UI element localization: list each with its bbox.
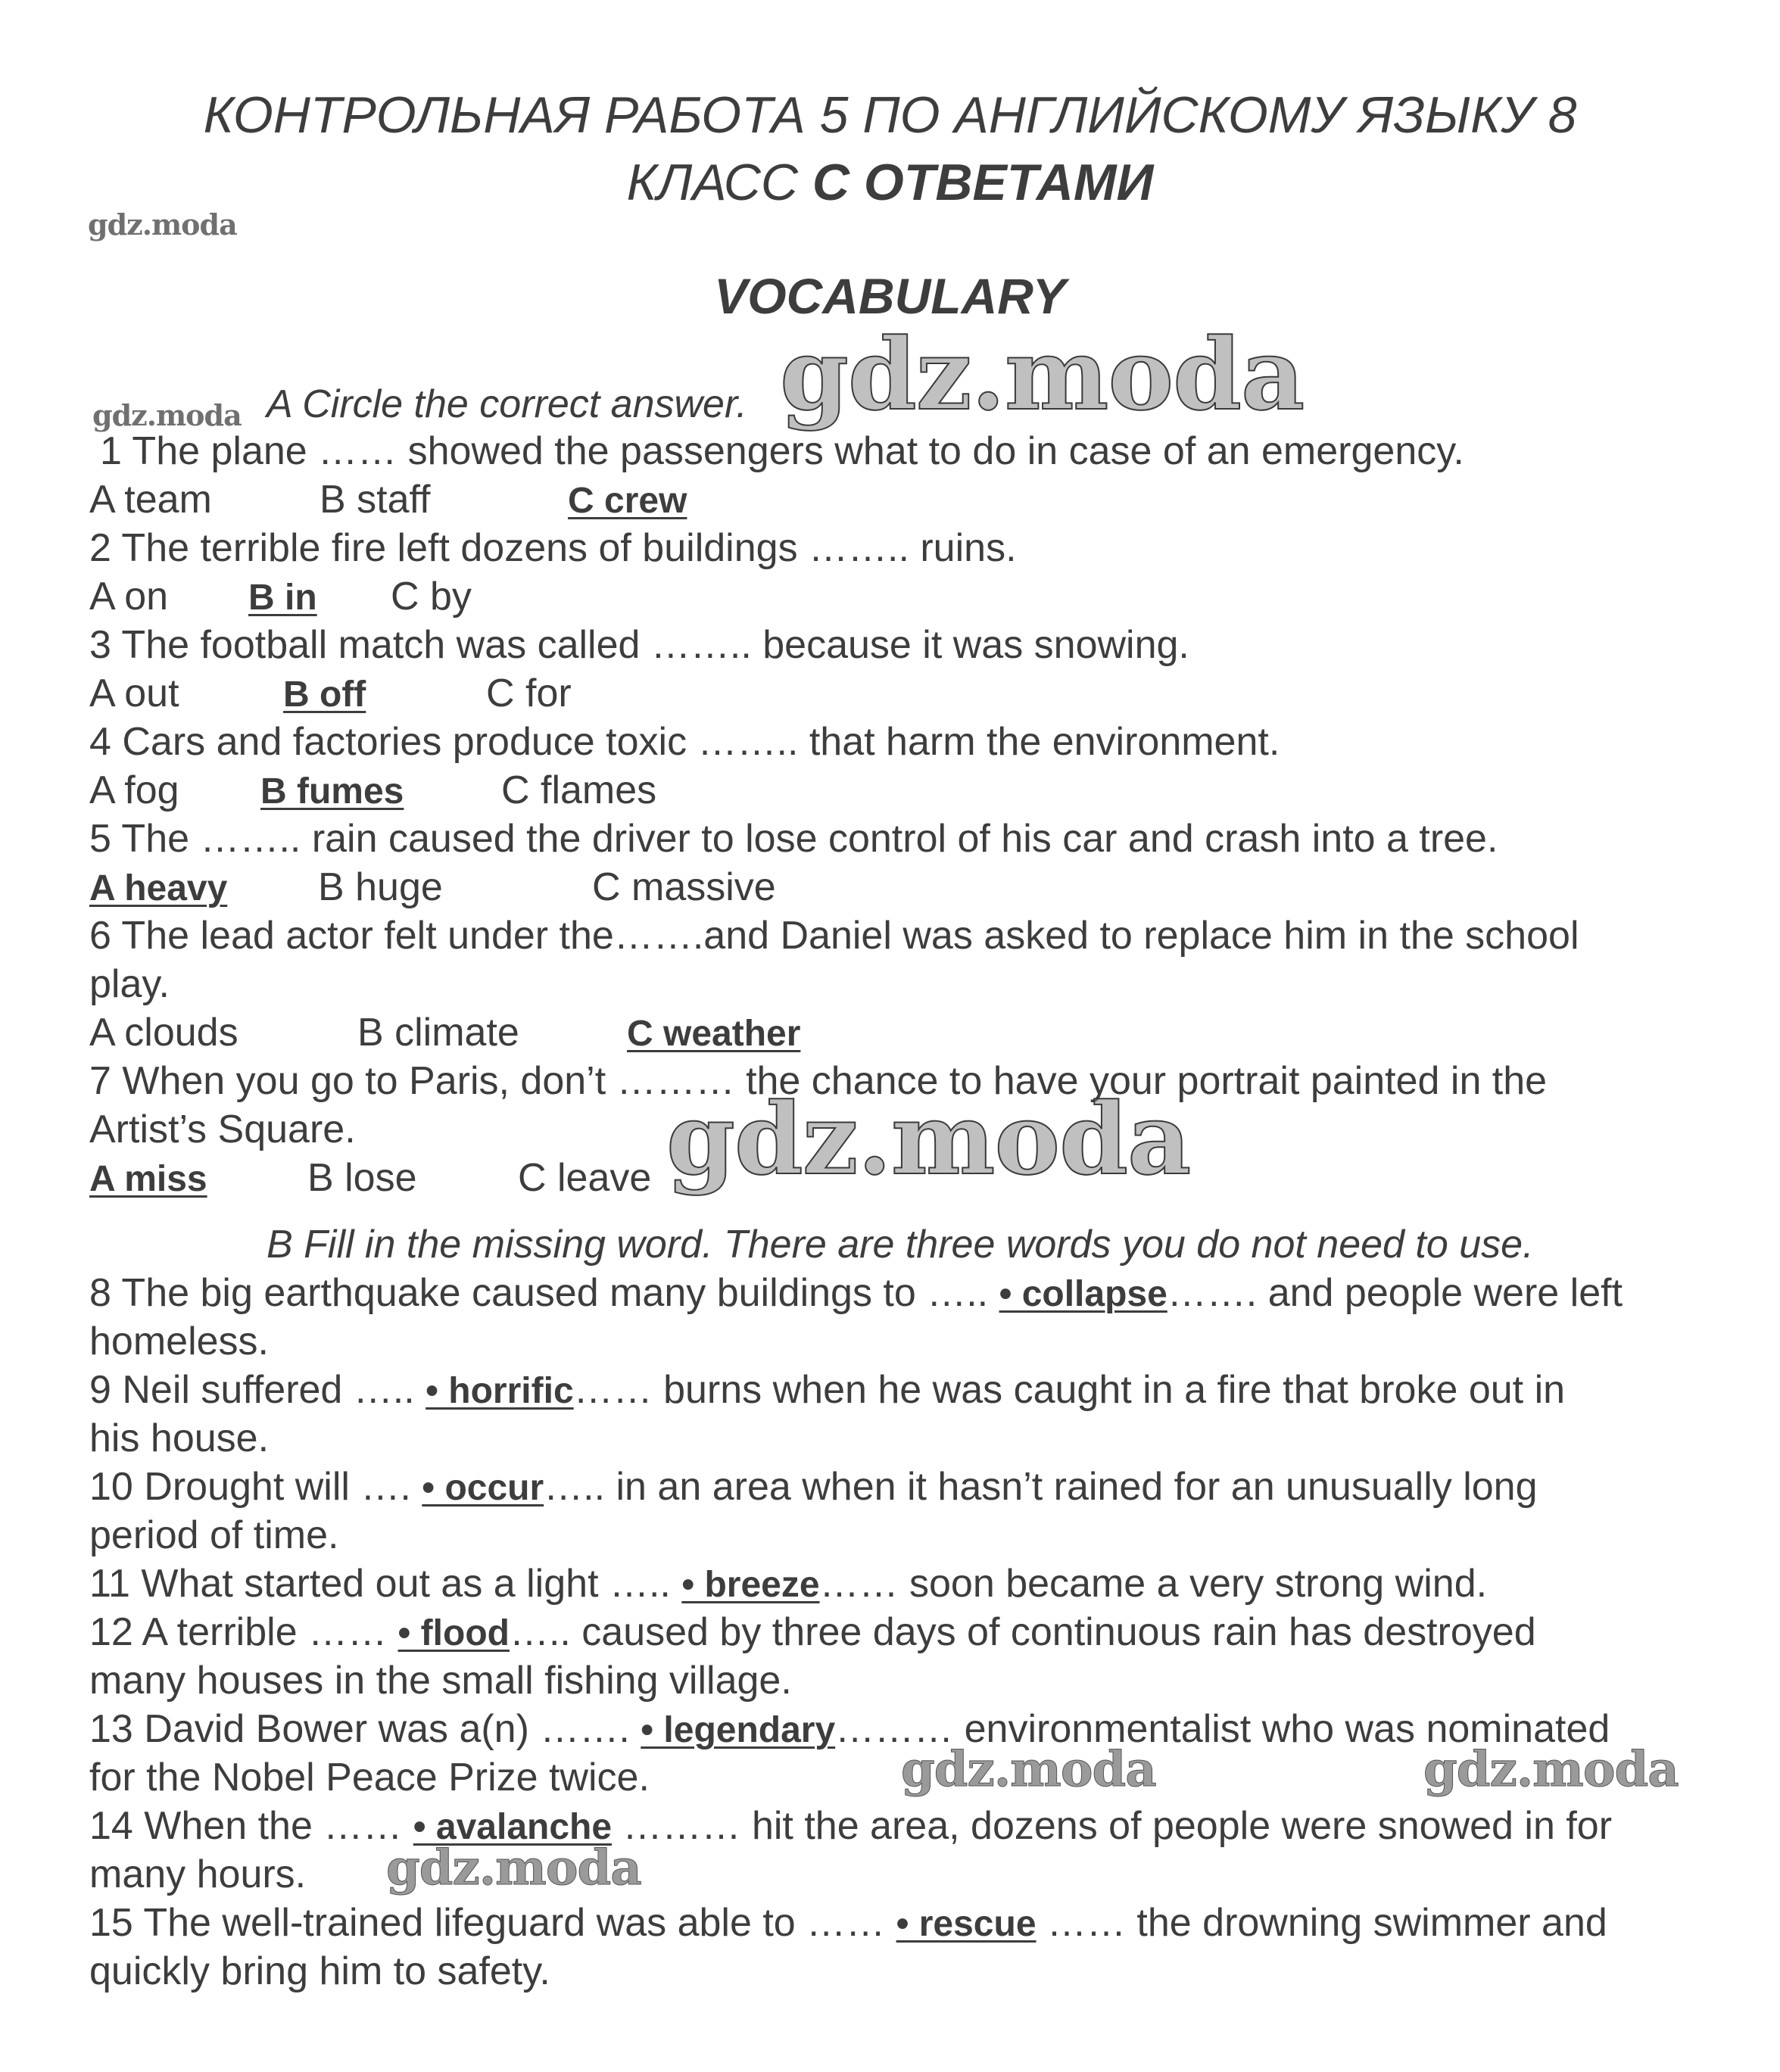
q14-text-end: ……… hit the area, dozens of people were snowed in for [612, 1804, 1613, 1848]
question-12 [89, 1612, 1536, 1652]
question-14 [89, 1806, 1612, 1846]
question-1: 1 The plane …… showed the passengers what to do in case of an emergency. [100, 429, 1464, 473]
question-9-continued: his house. [89, 1416, 270, 1460]
q15-text-start: 15 The well-trained lifeguard was able to …… [89, 1901, 896, 1945]
watermark-medium: gdz.moda [1423, 1741, 1679, 1798]
question-10-continued: period of time. [89, 1513, 339, 1557]
q12-text-end: ….. caused by three days of continuous rain has destroyed [509, 1610, 1536, 1654]
q2-option-a[interactable]: A on [89, 575, 169, 618]
q6-option-b[interactable]: B climate [357, 1011, 519, 1055]
watermark-small: gdz.moda [88, 207, 237, 241]
q4-option-a[interactable]: A fog [89, 768, 179, 812]
q14-answer: • avalanche [413, 1807, 613, 1847]
q12-answer: • flood [397, 1613, 510, 1653]
question-7-continued: Artist’s Square. [89, 1108, 356, 1151]
question-6: 6 The lead actor felt under the…….and Daniel was asked to replace him in the school [89, 914, 1579, 958]
q1-option-a[interactable]: A team [89, 478, 212, 522]
q11-answer: • breeze [681, 1565, 820, 1605]
question-7: 7 When you go to Paris, don’t ……… the chance to have your portrait painted in the [89, 1059, 1548, 1103]
q12-text-start: 12 A terrible …… [89, 1610, 398, 1654]
q9-text-start: 9 Neil suffered ….. [89, 1368, 426, 1412]
q15-text-end: …… the drowning swimmer and [1036, 1901, 1607, 1945]
question-3: 3 The football match was called …….. because it was snowing. [89, 623, 1189, 667]
q7-option-b[interactable]: B lose [307, 1156, 417, 1200]
q11-text-start: 11 What started out as a light ….. [89, 1562, 682, 1606]
question-8 [89, 1273, 1623, 1313]
watermark-large: gdz.moda [780, 316, 1305, 432]
q10-answer: • occur [422, 1468, 544, 1508]
q1-option-c-answer[interactable]: C crew [568, 481, 687, 521]
q7-option-a-answer[interactable]: A miss [89, 1159, 207, 1199]
watermark-large: gdz.moda [666, 1081, 1191, 1197]
question-11 [89, 1562, 1488, 1606]
page-title-line1: КОНТРОЛЬНАЯ РАБОТА 5 ПО АНГЛИЙСКОМУ ЯЗЫКУ 8 [203, 86, 1577, 144]
part-b-instruction: B Fill in the missing word. There are three words you do not need to use. [267, 1223, 1534, 1267]
q9-text-end: …… burns when he was caught in a fire that broke out in [573, 1368, 1566, 1412]
question-4: 4 Cars and factories produce toxic …….. that harm the environment. [89, 720, 1280, 764]
q5-option-b[interactable]: B huge [318, 865, 443, 909]
q13-answer: • legendary [641, 1710, 836, 1750]
question-13 [89, 1709, 1610, 1749]
question-8-continued: homeless. [89, 1320, 269, 1363]
q10-text-end: ….. in an area when it hasn’t rained for an unusually long [544, 1465, 1538, 1509]
q13-text-end: ……… environmentalist who was nominated [835, 1707, 1610, 1751]
q9-answer: • horrific [426, 1371, 574, 1411]
q5-option-a-answer[interactable]: A heavy [89, 868, 228, 908]
q6-option-c-answer[interactable]: C weather [627, 1014, 801, 1054]
question-14-continued: many hours. [89, 1852, 307, 1896]
q2-option-c[interactable]: C by [391, 575, 472, 618]
q3-option-b-answer[interactable]: B off [283, 675, 366, 715]
q5-option-c[interactable]: C massive [592, 865, 776, 909]
q15-answer: • rescue [896, 1904, 1037, 1944]
q11-text-end: …… soon became a very strong wind. [819, 1562, 1488, 1606]
question-2: 2 The terrible fire left dozens of buildings …….. ruins. [89, 526, 1017, 570]
q2-option-b-answer[interactable]: B in [248, 578, 317, 618]
q3-option-c[interactable]: C for [486, 671, 572, 715]
q8-answer: • collapse [999, 1274, 1167, 1314]
q8-text-start: 8 The big earthquake caused many buildings to ….. [89, 1271, 999, 1315]
section-heading: VOCABULARY [714, 268, 1066, 324]
q8-text-end: ……. and people were left [1167, 1271, 1623, 1315]
question-15-continued: quickly bring him to safety. [89, 1949, 550, 1993]
q3-option-a[interactable]: A out [89, 671, 179, 715]
watermark-medium: gdz.moda [386, 1840, 641, 1896]
q6-option-a[interactable]: A clouds [89, 1011, 238, 1055]
question-10 [89, 1465, 1538, 1509]
question-12-continued: many houses in the small fishing village. [89, 1659, 792, 1703]
question-15 [89, 1903, 1607, 1943]
page-title-line2 [0, 154, 1780, 211]
question-5: 5 The …….. rain caused the driver to lose control of his car and crash into a tree. [89, 817, 1498, 861]
part-a-instruction: A Circle the correct answer. [267, 382, 747, 426]
q4-option-c[interactable]: C flames [501, 768, 657, 812]
watermark-small: gdz.moda [92, 398, 242, 432]
watermark-medium: gdz.moda [901, 1741, 1156, 1798]
q13-text-start: 13 David Bower was a(n) ……. [89, 1707, 641, 1751]
question-6-continued: play. [89, 962, 170, 1006]
title-bold: С ОТВЕТАМИ [812, 154, 1154, 211]
q14-text-start: 14 When the …… [89, 1804, 413, 1848]
q10-text-start: 10 Drought will …. [89, 1465, 422, 1509]
question-9 [89, 1370, 1565, 1410]
title-normal: КЛАСС [626, 154, 812, 211]
question-13-continued: for the Nobel Peace Prize twice. [89, 1756, 650, 1799]
q4-option-b-answer[interactable]: B fumes [260, 771, 404, 812]
q7-option-c[interactable]: C leave [518, 1156, 652, 1200]
q1-option-b[interactable]: B staff [320, 478, 431, 522]
